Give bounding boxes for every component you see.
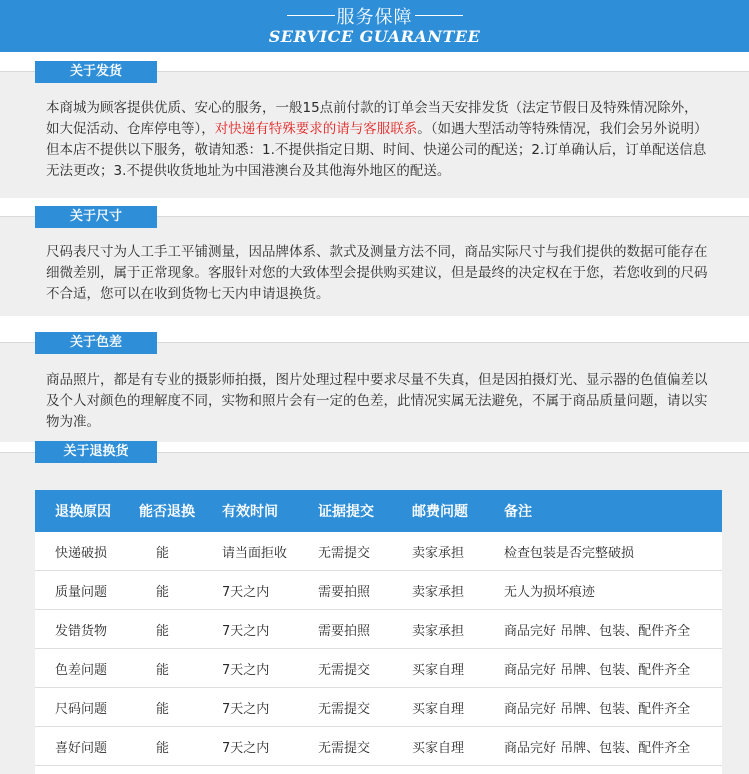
shipping-text-highlight: 对快递有特殊要求的请与客服联系	[214, 121, 418, 137]
size-text: 尺码表尺寸为人工手工平铺测量，因品牌体系、款式及测量方法不同，商品实际尺寸与我们提供的数据可能存在细微差别，属于正常现象。客服针对您的大致体型会提供购买建议，但是最终的决定权在于您，若您收到的尺码不合适，您可以在收到货物七天内申请退换货。	[46, 244, 708, 302]
cell-notes: 商品完好 吊牌、包装、配件齐全	[504, 741, 691, 756]
service-guarantee-banner	[0, 0, 749, 52]
cell-valid-time: 7天之内	[222, 741, 270, 756]
cell-valid-time: 7天之内	[222, 585, 270, 600]
color-badge: 关于色差	[35, 332, 157, 354]
cell-reason: 质量问题	[55, 585, 108, 600]
cell-postage: 买家自理	[412, 663, 465, 678]
shipping-badge: 关于发货	[35, 61, 157, 83]
cell-notes: 检查包装是否完整破损	[504, 546, 635, 561]
cell-notes: 商品完好 吊牌、包装、配件齐全	[504, 702, 691, 717]
cell-postage: 买家自理	[412, 741, 465, 756]
cell-notes: 无人为损坏痕迹	[504, 585, 596, 600]
shipping-text-main: 本商城为顾客提供优质、安心的服务，一般15点前付款的订单会当天安排发货（法定节假日及特殊情况除外，如大促活动、仓库停电等），	[46, 100, 698, 137]
cell-evidence: 无需提交	[318, 663, 371, 678]
header-valid-time: 有效时间	[222, 504, 278, 520]
cell-postage: 卖家承担	[412, 585, 465, 600]
color-text: 商品照片，都是有专业的摄影师拍摄，图片处理过程中要求尽量不失真，但是因拍摄灯光、显示器的色值偏差以及个人对颜色的理解度不同，实物和照片会有一定的色差，此情况实属无法避免，不属于商品质量问题，请以实物为准。	[46, 372, 708, 430]
cell-postage: 卖家承担	[412, 624, 465, 639]
cell-reason: 尺码问题	[55, 702, 108, 717]
cell-evidence: 需要拍照	[318, 585, 371, 600]
table-row	[35, 649, 722, 688]
cell-returnable: 能	[156, 663, 170, 678]
cell-valid-time: 7天之内	[222, 663, 270, 678]
table-row	[35, 532, 722, 571]
table-row	[35, 571, 722, 610]
cell-returnable: 能	[156, 702, 170, 717]
table-row	[35, 610, 722, 649]
table-row	[35, 727, 722, 766]
cell-valid-time: 请当面拒收	[222, 546, 288, 561]
cell-valid-time: 7天之内	[222, 702, 270, 717]
cell-returnable: 能	[156, 546, 170, 561]
header-notes: 备注	[504, 504, 532, 520]
size-badge: 关于尺寸	[35, 206, 157, 228]
cell-notes: 商品完好 吊牌、包装、配件齐全	[504, 663, 691, 678]
returns-badge: 关于退换货	[35, 441, 157, 463]
cell-reason: 快递破损	[55, 546, 108, 561]
header-returnable: 能否退换	[139, 504, 195, 520]
cell-returnable: 能	[156, 741, 170, 756]
cell-evidence: 无需提交	[318, 702, 371, 717]
cell-postage: 买家自理	[412, 702, 465, 717]
cell-returnable: 能	[156, 585, 170, 600]
cell-reason: 喜好问题	[55, 741, 108, 756]
cell-returnable: 能	[156, 624, 170, 639]
table-row	[35, 688, 722, 727]
returns-table-header	[35, 490, 722, 532]
header-reason: 退换原因	[55, 504, 111, 520]
banner-title: 服务保障	[336, 7, 413, 28]
banner-subtitle: SERVICE GUARANTEE	[268, 27, 481, 46]
cell-postage: 卖家承担	[412, 546, 465, 561]
cell-evidence: 无需提交	[318, 741, 371, 756]
header-evidence: 证据提交	[318, 504, 374, 520]
cell-valid-time: 7天之内	[222, 624, 270, 639]
cell-evidence: 需要拍照	[318, 624, 371, 639]
shipping-text	[46, 98, 710, 182]
header-postage: 邮费问题	[412, 504, 468, 520]
cell-evidence: 无需提交	[318, 546, 371, 561]
returns-table	[35, 490, 722, 774]
cell-reason: 色差问题	[55, 663, 108, 678]
cell-notes: 商品完好 吊牌、包装、配件齐全	[504, 624, 691, 639]
cell-reason: 发错货物	[55, 624, 108, 639]
shipping-text-rest: 。（如遇大型活动等特殊情况，我们会另外说明）但本店不提供以下服务，敬请知悉：1.不提供指定日期、时间、快递公司的配送；2.订单确认后，订单配送信息无法更改；3.不提供收货地址为中国港澳台及其他海外地区的配送。	[46, 121, 708, 179]
banner-divider-right	[415, 15, 463, 16]
